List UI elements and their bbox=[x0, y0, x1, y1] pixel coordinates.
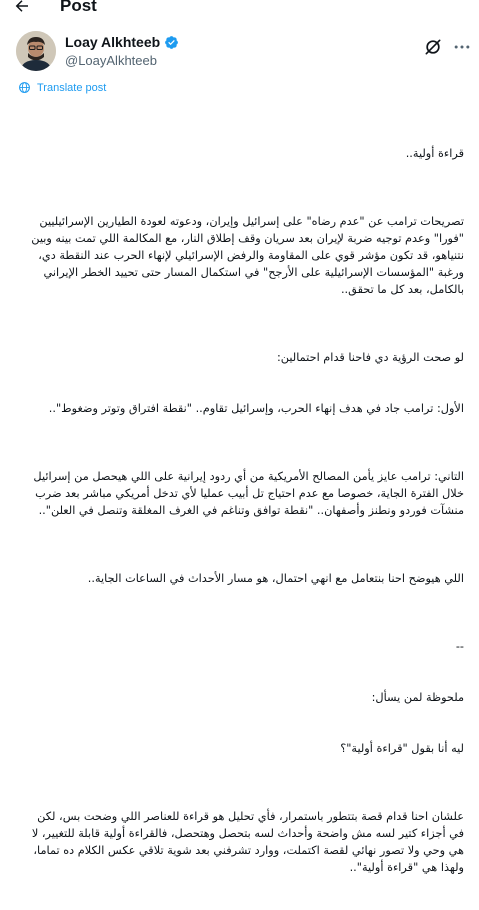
post-paragraph: قراءة أولية.. bbox=[405, 147, 464, 160]
back-button[interactable] bbox=[10, 0, 34, 18]
avatar[interactable] bbox=[16, 31, 56, 71]
globe-icon bbox=[18, 81, 31, 94]
post-text bbox=[22, 111, 464, 910]
more-icon[interactable] bbox=[452, 37, 472, 57]
post-paragraph: لو صحت الرؤية دي فاحنا قدام احتمالين: bbox=[276, 351, 464, 364]
top-bar bbox=[0, 0, 479, 20]
post-separator: -- bbox=[455, 640, 464, 653]
grok-icon[interactable] bbox=[423, 37, 443, 57]
post-paragraph: اللي هيوضح احنا بنتعامل مع انهي احتمال، هو مسار الأحداث في الساعات الجاية.. bbox=[87, 572, 464, 585]
post-paragraph: التاني: ترامب عايز يأمن المصالح الأمريكية من أي ردود إيرانية على اللي هيحصل من إسرائيل خلال الفترة الجاية، خصوصا مع عدم احتياج تل أبيب عمليا لأي تدخل أمريكي مباشر بعد ضرب منشآت فوردو ونطنز وأصفهان.. "نقطة توافق وتناغم في الغرف المغلقة وتنصل في العلن".. bbox=[29, 470, 464, 517]
author-name-row bbox=[65, 34, 179, 50]
translate-post-button[interactable] bbox=[18, 81, 106, 94]
post-paragraph: الأول: ترامب جاد في هدف إنهاء الحرب، وإسرائيل تقاوم.. "نقطة افتراق وتوتر وضغوط".. bbox=[48, 402, 464, 415]
back-arrow-icon bbox=[13, 0, 31, 15]
post-paragraph: تصريحات ترامب عن "عدم رضاه" على إسرائيل وإيران، ودعوته لعودة الطيارين الإسرائيليين "فورا" وعدم توجيه ضربة لإيران بعد سريان وقف إطلاق النار، مع المكالمة اللي تمت بينه وبين نتنياهو، قد تكون مؤشر قوي على المقاومة والرفض الإسرائيلي لإنهاء الحرب عند النقطة دي، ورغبة "المؤسسات الإسرائيلية على الأرجح" في استكمال المسار حتى تحييد الخطر الإيراني بالكامل، بعد كل ما تحقق.. bbox=[27, 215, 464, 296]
post-paragraph: ليه أنا بقول "قراءة أولية"؟ bbox=[340, 742, 464, 755]
page-title: Post bbox=[60, 0, 97, 15]
post-paragraph: ملحوظة لمن يسأل: bbox=[371, 691, 464, 704]
translate-post-label: Translate post bbox=[37, 81, 107, 94]
post-paragraph: علشان احنا قدام قصة بتتطور باستمرار، فأي تحليل هو قراءة للعناصر اللي وضحت بس، لكن في أجزاء كتير لسه مش واضحة وأحداث لسه بتحصل وهتحصل، فالقراءة أولية قابلة للتغيير، لا هي وحي ولا تصور نهائي لقصة اكتملت، ووارد تشرفني بعد شوية تلاقي عكس الكلام ده تماما، ولهذا هي "قراءة أولية".. bbox=[28, 810, 464, 874]
author-display-name[interactable]: Loay Alkhteeb bbox=[65, 34, 161, 50]
verified-badge-icon bbox=[164, 35, 179, 50]
author-handle[interactable]: @LoayAlkhteeb bbox=[65, 53, 157, 68]
